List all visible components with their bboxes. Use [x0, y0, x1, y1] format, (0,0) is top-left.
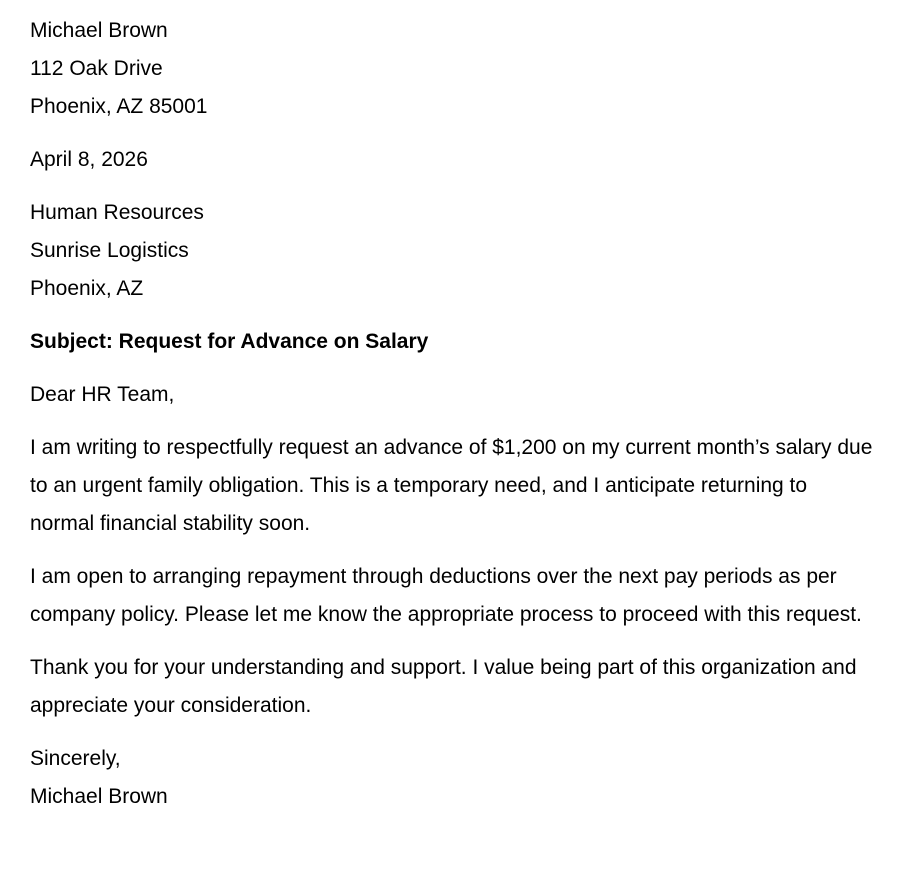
closing-block: [30, 740, 874, 816]
body-paragraph-1: I am writing to respectfully request an advance of $1,200 on my current month’s salary due to an urgent family obligation. This is a temporary need, and I anticipate returning to normal financial stability soon.: [30, 436, 873, 535]
sender-city-state-zip: Phoenix, AZ 85001: [30, 95, 208, 118]
date-block: [30, 141, 874, 179]
sender-address-block: [30, 12, 874, 126]
salutation: Dear HR Team,: [30, 383, 175, 406]
body-paragraph-2: I am open to arranging repayment through deductions over the next pay periods as per company policy. Please let me know the appropriate process to proceed with this request.: [30, 565, 862, 626]
salutation-block: [30, 376, 874, 414]
body-paragraph-3: Thank you for your understanding and support. I value being part of this organization and appreciate your consideration.: [30, 656, 857, 717]
sender-street: 112 Oak Drive: [30, 57, 163, 80]
letter-date: April 8, 2026: [30, 148, 148, 171]
recipient-city-state: Phoenix, AZ: [30, 277, 144, 300]
subject-block: [30, 323, 874, 361]
recipient-address-block: [30, 194, 874, 308]
closing: Sincerely,: [30, 747, 121, 770]
recipient-department: Human Resources: [30, 201, 204, 224]
recipient-company: Sunrise Logistics: [30, 239, 189, 262]
subject-line: Subject: Request for Advance on Salary: [30, 330, 429, 353]
signature-name: Michael Brown: [30, 785, 168, 808]
sender-name: Michael Brown: [30, 19, 168, 42]
